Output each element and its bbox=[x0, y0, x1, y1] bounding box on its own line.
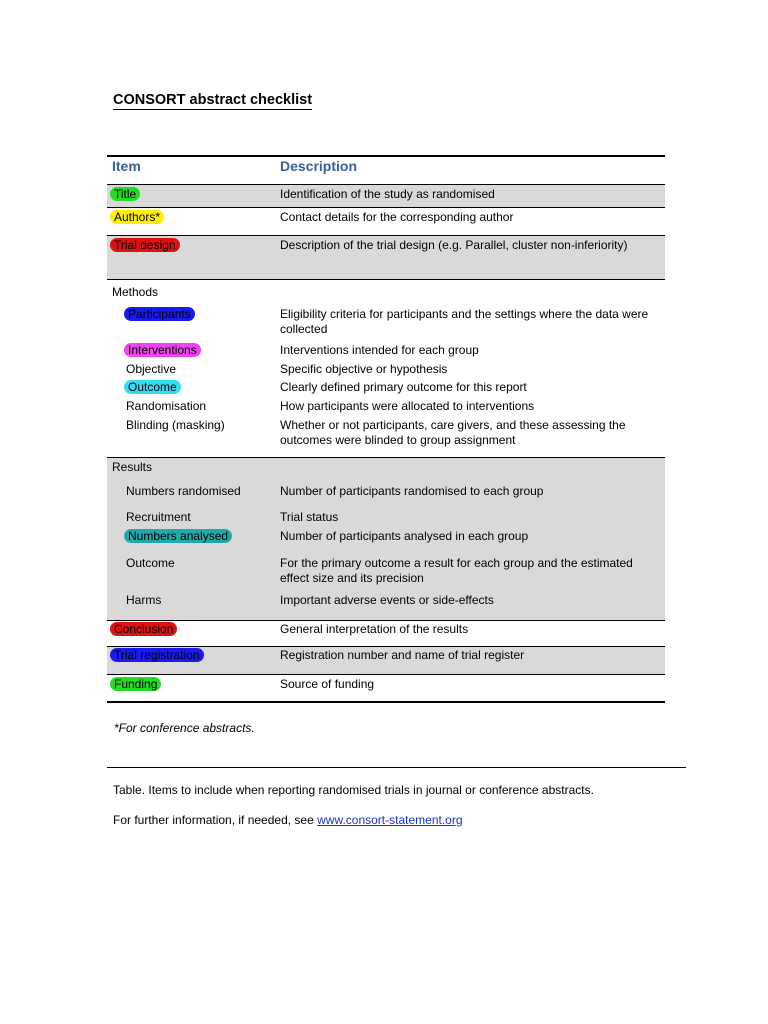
header-item: Item bbox=[112, 158, 141, 174]
table-header bbox=[107, 155, 665, 184]
item-recruitment: Recruitment bbox=[126, 510, 191, 524]
results-label: Results bbox=[112, 460, 153, 474]
checklist-table bbox=[107, 155, 665, 703]
divider bbox=[107, 767, 686, 768]
highlight-authors: Authors* bbox=[110, 210, 164, 224]
desc-randomisation: How participants were allocated to interventions bbox=[280, 399, 535, 413]
highlight-trial-design: Trial design bbox=[110, 238, 180, 252]
desc-numbers-randomised: Number of participants randomised to each group bbox=[280, 484, 544, 498]
desc-participants: Eligibility criteria for participants and the settings where the data were collected bbox=[280, 307, 649, 336]
item-harms: Harms bbox=[126, 593, 162, 607]
desc-interventions: Interventions intended for each group bbox=[280, 343, 479, 357]
highlight-title: Title bbox=[110, 187, 140, 201]
methods-label: Methods bbox=[112, 285, 159, 299]
desc-blinding: Whether or not participants, care givers, and these assessing the outcomes were blinded to group assignment bbox=[280, 418, 626, 447]
consort-link[interactable]: www.consort-statement.org bbox=[317, 813, 463, 827]
further-info bbox=[113, 813, 463, 827]
desc-trial-design: Description of the trial design (e.g. Parallel, cluster non-inferiority) bbox=[280, 238, 628, 252]
item-blinding: Blinding (masking) bbox=[126, 418, 225, 432]
desc-conclusion: General interpretation of the results bbox=[280, 622, 469, 636]
highlight-conclusion: Conclusion bbox=[110, 622, 177, 636]
table-row bbox=[107, 647, 665, 675]
highlight-numbers-analysed: Numbers analysed bbox=[124, 529, 232, 543]
highlight-trial-registration: Trial registration bbox=[110, 648, 204, 662]
desc-harms: Important adverse events or side-effects bbox=[280, 593, 494, 607]
desc-trial-registration: Registration number and name of trial register bbox=[280, 648, 525, 662]
page-title: CONSORT abstract checklist bbox=[113, 92, 313, 108]
item-outcome-results: Outcome bbox=[126, 556, 175, 570]
desc-outcome-methods: Clearly defined primary outcome for this report bbox=[280, 380, 527, 394]
desc-objective: Specific objective or hypothesis bbox=[280, 362, 448, 376]
item-objective: Objective bbox=[126, 362, 177, 376]
desc-authors: Contact details for the corresponding author bbox=[280, 210, 514, 224]
desc-title: Identification of the study as randomised bbox=[280, 187, 495, 201]
item-numbers-randomised: Numbers randomised bbox=[126, 484, 241, 498]
item-randomisation: Randomisation bbox=[126, 399, 207, 413]
desc-recruitment: Trial status bbox=[280, 510, 339, 524]
highlight-interventions: Interventions bbox=[124, 343, 201, 357]
further-info-text: For further information, if needed, see bbox=[113, 813, 318, 827]
header-description: Description bbox=[280, 158, 358, 174]
table-row bbox=[107, 184, 665, 208]
table-row bbox=[107, 236, 665, 280]
highlight-outcome: Outcome bbox=[124, 380, 181, 394]
methods-section bbox=[107, 280, 665, 458]
highlight-funding: Funding bbox=[110, 677, 161, 691]
table-row bbox=[107, 675, 665, 703]
results-section bbox=[107, 458, 665, 621]
desc-outcome-results: For the primary outcome a result for each group and the estimated effect size and its precision bbox=[280, 556, 633, 585]
highlight-participants: Participants bbox=[124, 307, 195, 321]
desc-numbers-analysed: Number of participants analysed in each group bbox=[280, 529, 529, 543]
desc-funding: Source of funding bbox=[280, 677, 375, 691]
table-row bbox=[107, 208, 665, 236]
footnote: *For conference abstracts. bbox=[114, 721, 255, 735]
table-caption: Table. Items to include when reporting randomised trials in journal or conference abstracts. bbox=[113, 783, 594, 797]
table-row bbox=[107, 621, 665, 647]
